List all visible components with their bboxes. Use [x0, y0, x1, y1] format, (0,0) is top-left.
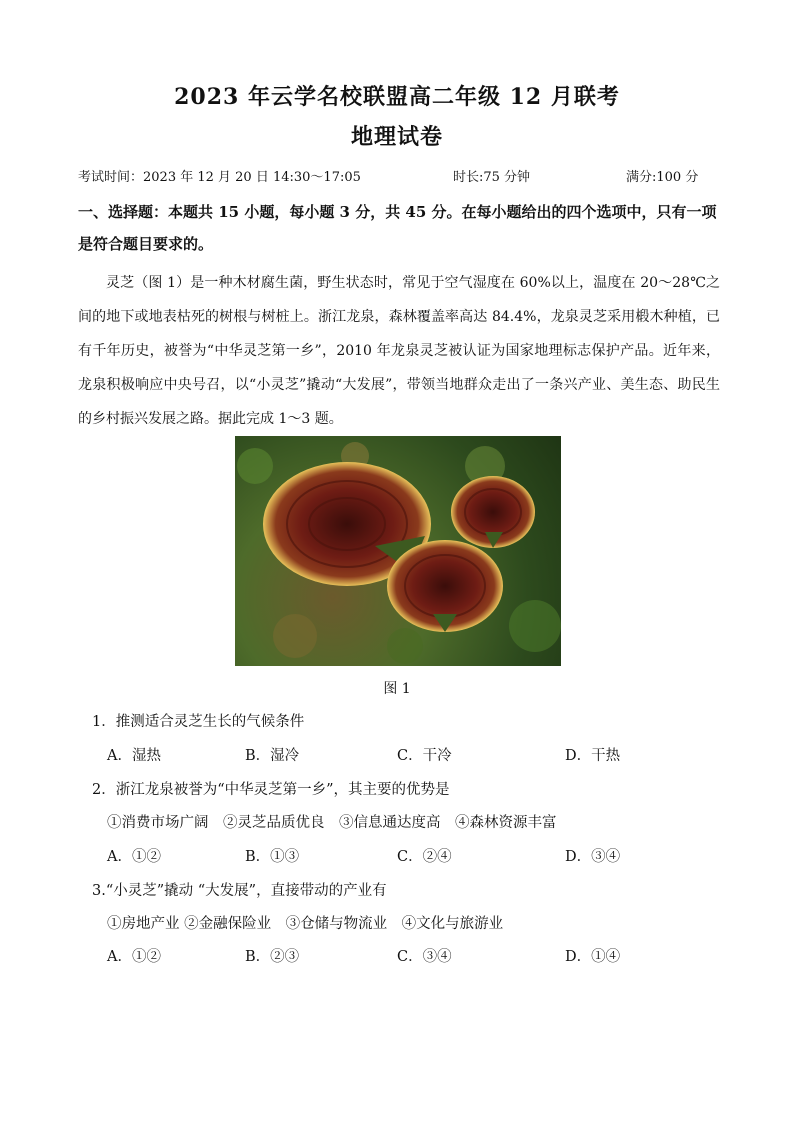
option-b[interactable]: B．②③	[245, 949, 300, 965]
exam-duration: 时长:75 分钟	[453, 170, 531, 185]
mushroom-cap-small	[451, 476, 535, 548]
option-a[interactable]: A．①②	[107, 949, 161, 965]
question-3-items: ①房地产业 ②金融保险业 ③仓储与物流业 ④文化与旅游业	[107, 916, 504, 932]
option-d[interactable]: D．③④	[565, 849, 621, 865]
question-2-stem: 2．浙江龙泉被誉为“中华灵芝第一乡”，其主要的优势是	[92, 782, 450, 798]
question-1-options	[107, 744, 707, 764]
question-3-stem: 3.“小灵芝”撬动 “大发展”，直接带动的产业有	[92, 883, 387, 899]
lingzhi-illustration	[235, 436, 561, 666]
option-b[interactable]: B．①③	[245, 849, 300, 865]
figure-caption: 图 1	[383, 681, 411, 697]
option-a[interactable]: A．①②	[107, 849, 161, 865]
option-c[interactable]: C．②④	[397, 849, 452, 865]
mushroom-cap-medium	[387, 540, 503, 632]
section-heading: 一、选择题：本题共 15 小题，每小题 3 分，共 45 分。在每小题给出的四个选项中，只有一项是符合题目要求的。	[78, 203, 717, 253]
question-3-options	[107, 945, 707, 965]
option-d[interactable]: D．干热	[565, 748, 621, 764]
option-b[interactable]: B．湿冷	[245, 748, 300, 764]
option-c[interactable]: C．干冷	[397, 748, 452, 764]
exam-title: 2023 年云学名校联盟高二年级 12 月联考	[174, 84, 620, 110]
exam-subject: 地理试卷	[350, 124, 443, 150]
question-1-stem: 1．推测适合灵芝生长的气候条件	[92, 714, 305, 730]
option-d[interactable]: D．①④	[565, 949, 621, 965]
question-2-items: ①消费市场广阔 ②灵芝品质优良 ③信息通达度高 ④森林资源丰富	[107, 815, 557, 831]
reading-passage: 灵芝（图 1）是一种木材腐生菌，野生状态时，常见于空气湿度在 60%以上，温度在 20～28℃之间的地下或地表枯死的树根与树桩上。浙江龙泉，森林覆盖率高达 84.4%，龙泉灵芝采用椴木种植，已有千年历史，被誉为“中华灵芝第一乡”，2010 年龙泉灵芝被认证为国家地理标志保护产品。近年来，龙泉积极响应中央号召，以“小灵芝”撬动“大发展”，带领当地群众走出了一条兴产业、美生态、助民生的乡村振兴发展之路。据此完成 1～3 题。	[78, 275, 720, 427]
question-2-options	[107, 845, 707, 865]
option-c[interactable]: C．③④	[397, 949, 452, 965]
exam-score: 满分:100 分	[626, 170, 699, 185]
lingzhi-photo	[235, 436, 561, 666]
exam-time: 考试时间：2023 年 12 月 20 日 14:30～17:05	[78, 170, 361, 185]
option-a[interactable]: A．湿热	[107, 748, 161, 764]
